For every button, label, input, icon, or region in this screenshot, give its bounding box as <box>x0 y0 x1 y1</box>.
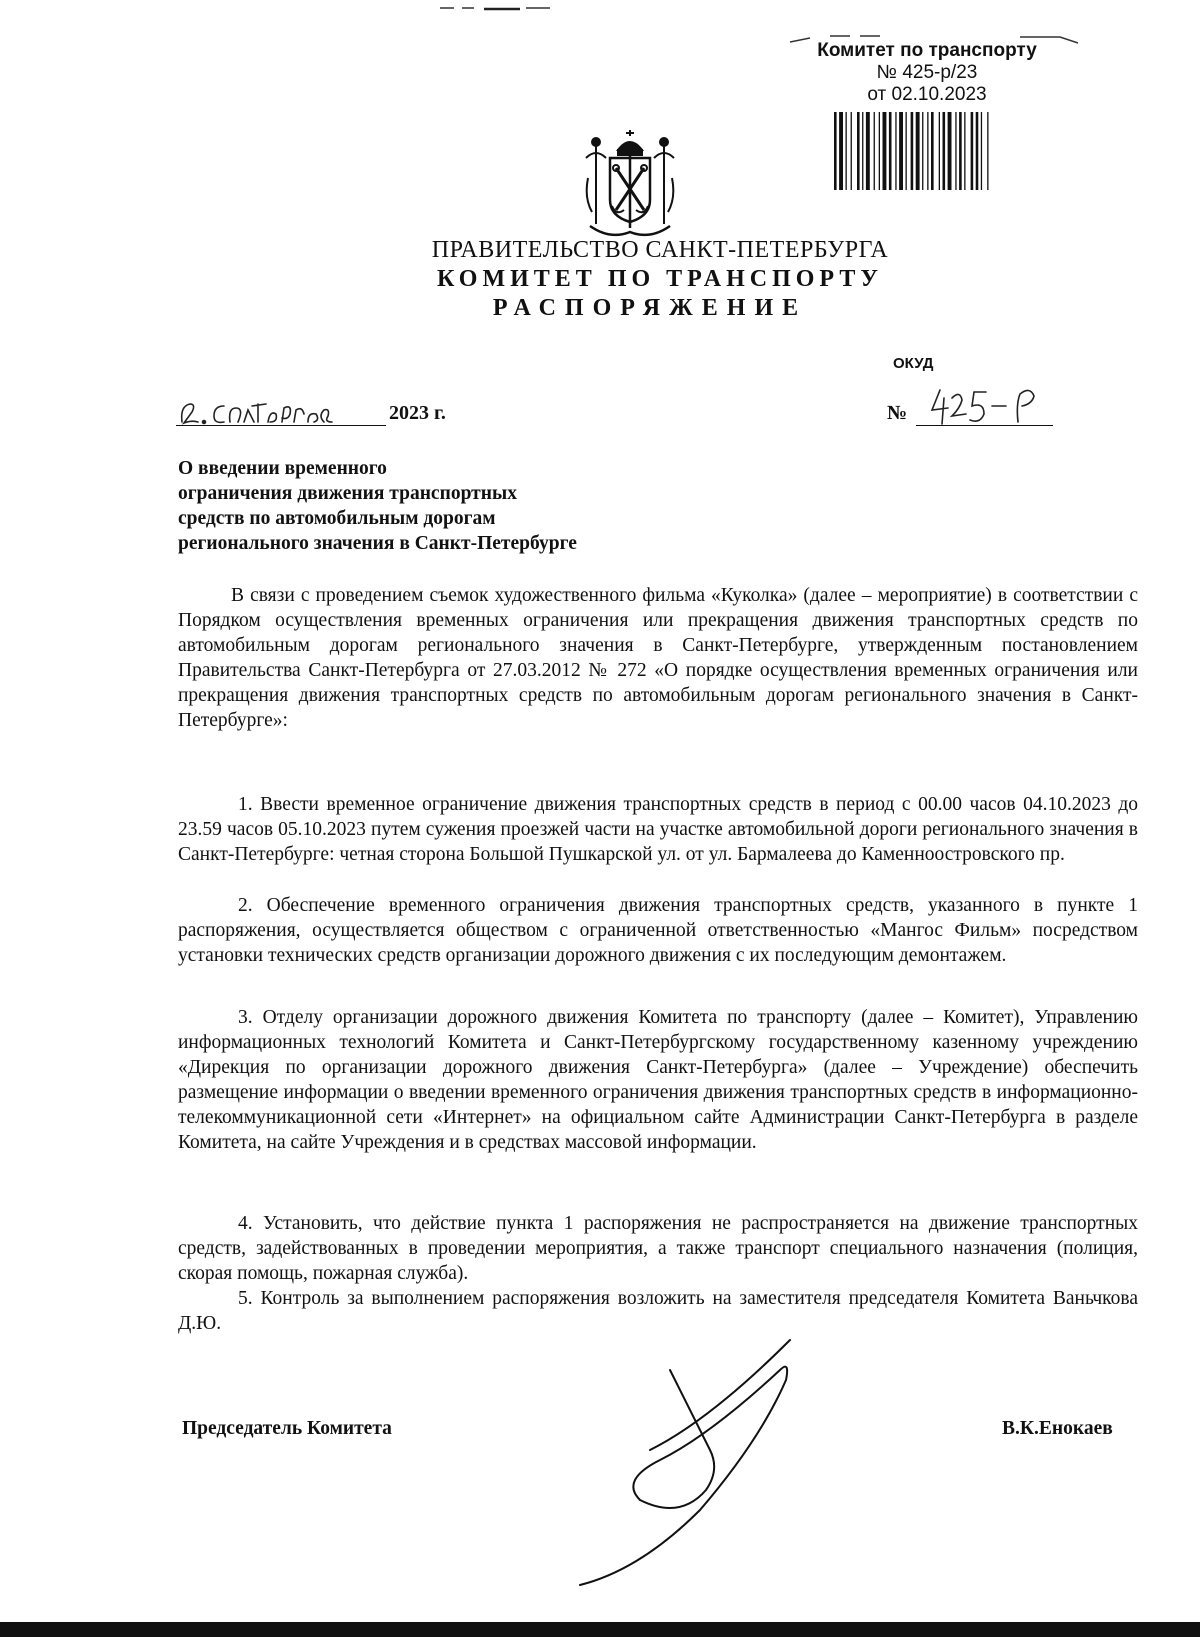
clause-2: 2. Обеспечение временного ограничения движения транспортных средств, указанного в пункте 1 распоряжения, осуществляется обществом с ограниченной ответственностью «Мангос Фильм» посредством установки технических средств организации дорожного движения с их последующим демонтажем. <box>178 895 1138 966</box>
stamp-reg-number: № 425-р/23 <box>876 62 978 83</box>
number-label: № <box>887 402 908 424</box>
document-subject <box>178 456 698 556</box>
scan-marks <box>440 2 570 14</box>
handwritten-date <box>178 392 388 428</box>
barcode-bar <box>889 112 892 190</box>
barcode-bar <box>839 112 843 190</box>
barcode-bar <box>964 112 965 190</box>
barcode-bar <box>883 112 887 190</box>
barcode-bar <box>948 112 952 190</box>
stamp-reg-date: от 02.10.2023 <box>867 84 987 105</box>
subject-line: регионального значения в Санкт-Петербурге <box>178 533 577 554</box>
barcode-bar <box>922 112 923 190</box>
barcode <box>834 112 1024 190</box>
clause-4: 4. Установить, что действие пункта 1 распоряжения не распространяется на движение транспортных средств, задействованных в проведении мероприятия, а также транспорт специального назначения (полиция, скорая помощь, пожарная служба). <box>178 1213 1138 1284</box>
barcode-bar <box>943 112 946 190</box>
coat-of-arms-emblem <box>580 128 680 240</box>
barcode-bar <box>971 112 974 190</box>
barcode-bar <box>862 112 863 190</box>
barcode-bar <box>911 112 914 190</box>
barcode-bar <box>939 112 940 190</box>
barcode-bar <box>874 112 875 190</box>
barcode-bar <box>906 112 907 190</box>
barcode-bar <box>955 112 956 190</box>
barcode-bar <box>834 112 837 190</box>
subject-line: ограничения движения транспортных <box>178 483 517 504</box>
barcode-bar <box>895 112 896 190</box>
date-year: 2023 г. <box>389 402 446 424</box>
clause-1: 1. Ввести временное ограничение движения транспортных средств в период с 00.00 часов 04.10.2023 до 23.59 часов 05.10.2023 путем сужения проезжей части на участке автомобильной дороги регионального значения в Санкт-Петербурге: четная сторона Большой Пушкарской ул. от ул. Бармалеева до Каменноостровского пр. <box>178 794 1138 865</box>
barcode-bar <box>981 112 982 190</box>
date-underline <box>176 425 386 426</box>
okud-label: ОКУД <box>893 355 934 372</box>
handwritten-signature <box>560 1330 850 1590</box>
handwritten-number <box>930 384 1050 428</box>
barcode-bar <box>931 112 934 190</box>
subject-line: О введении временного <box>178 458 387 479</box>
preamble-paragraph: В связи с проведением съемок художественного фильма «Куколка» (далее – мероприятие) в соответствии с Порядком осуществления временных ограничения или прекращения движения транспортных средств по автомобильным дорогам регионального значения в Санкт-Петербурге, утвержденным постановлением Правительства Санкт-Петербурга от 27.03.2012 № 272 «О порядке осуществления временных ограничения или прекращения движения транспортных средств по автомобильным дорогам регионального значения в Санкт-Петербурге»: <box>178 585 1138 731</box>
barcode-bar <box>976 112 979 190</box>
document-type: РАСПОРЯЖЕНИЕ <box>492 295 808 321</box>
clause-3: 3. Отделу организации дорожного движения Комитета по транспорту (далее – Комитет), Управлению информационных технологий Комитета и Санкт-Петербургскому государственному казенному учреждению «Дирекция по организации дорожного движения Санкт-Петербурга» (далее – Учреждение) обеспечить размещение информации о введении временного ограничения движения транспортных средств в информационно-телекоммуникационной сети «Интернет» на официальном сайте Администрации Санкт-Петербурга в разделе Комитета, на сайте Учреждения и в средствах массовой информации. <box>178 1007 1138 1153</box>
registration-stamp <box>792 40 1062 106</box>
barcode-bar <box>927 112 928 190</box>
clause-5: 5. Контроль за выполнением распоряжения возложить на заместителя председателя Комитета Ваньчкова Д.Ю. <box>178 1288 1138 1334</box>
subject-line: средств по автомобильным дорогам <box>178 508 496 529</box>
barcode-bar <box>857 112 860 190</box>
barcode-bar <box>846 112 847 190</box>
barcode-bar <box>851 112 852 190</box>
barcode-bar <box>866 112 870 190</box>
signatory-position: Председатель Комитета <box>182 1418 392 1439</box>
barcode-bar <box>879 112 880 190</box>
barcode-bar <box>987 112 988 190</box>
committee-title: КОМИТЕТ ПО ТРАНСПОРТУ <box>437 266 883 292</box>
signatory-name: В.К.Енокаев <box>1002 1418 1113 1439</box>
government-title: ПРАВИТЕЛЬСТВО САНКТ-ПЕТЕРБУРГА <box>431 237 889 263</box>
barcode-bar <box>916 112 920 190</box>
scan-bottom-edge <box>0 1622 1200 1637</box>
stamp-org: Комитет по транспорту <box>817 40 1037 61</box>
barcode-bar <box>899 112 903 190</box>
number-underline <box>916 425 1053 426</box>
barcode-bar <box>959 112 962 190</box>
